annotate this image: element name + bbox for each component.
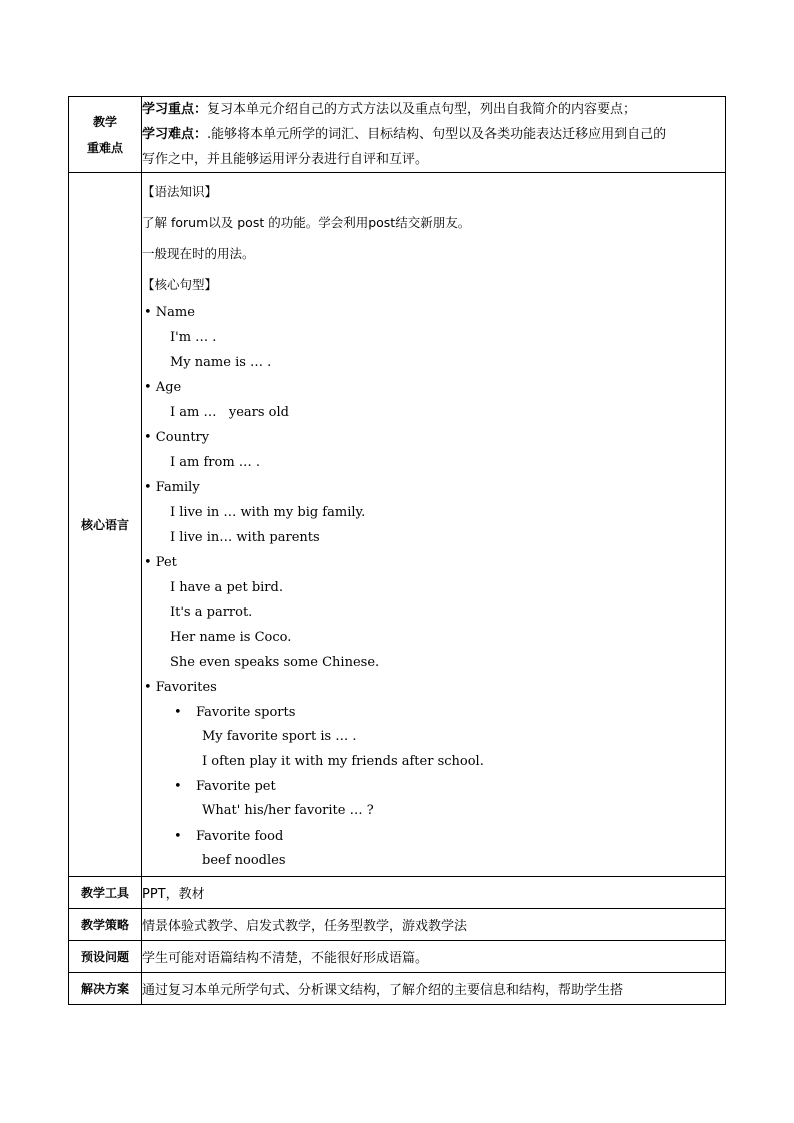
country-bullet: • Country	[144, 430, 210, 445]
pet-bullet: • Pet	[144, 555, 177, 570]
age-sentence-1: I am … years old	[170, 405, 289, 420]
tools-text: PPT，教材	[142, 877, 726, 909]
solution-row	[69, 973, 726, 1005]
problems-row	[69, 941, 726, 973]
favorite-pet-item	[142, 774, 725, 799]
pet-sentence-4: She even speaks some Chinese.	[170, 655, 380, 670]
name-bullet: • Name	[144, 305, 195, 320]
bullet-dot: •	[174, 828, 182, 844]
strategy-label: 教学策略	[69, 909, 142, 941]
favorite-sports-item	[142, 700, 725, 725]
key-point-text: 复习本单元介绍自己的方式方法以及重点句型，列出自我简介的内容要点；	[207, 102, 637, 117]
solution-text: 通过复习本单元所学句式、分析课文结构，了解介绍的主要信息和结构，帮助学生搭	[142, 973, 726, 1005]
name-sentence-1: I'm … .	[170, 330, 217, 345]
favorite-pet-label: Favorite pet	[196, 779, 276, 794]
key-point-label: 学习重点：	[142, 102, 208, 117]
favorite-sports-sentence-1: My favorite sport is … .	[202, 729, 357, 744]
bullet-dot: •	[174, 705, 182, 720]
strategy-row	[69, 909, 726, 941]
family-sentence-1: I live in … with my big family.	[170, 505, 366, 520]
bullet-dot: •	[174, 779, 182, 794]
focus-label-line1: 教学	[92, 114, 117, 129]
tools-row	[69, 877, 726, 909]
favorite-pet-sentence-1: What' his/her favorite … ?	[202, 803, 374, 818]
core-language-content	[142, 173, 726, 877]
favorite-food-item	[142, 824, 725, 849]
pet-sentence-2: It's a parrot.	[170, 605, 253, 620]
pet-sentence-1: I have a pet bird.	[170, 580, 283, 595]
grammar-heading: 【语法知识】	[142, 184, 218, 199]
grammar-line-1: 了解 forum以及 post 的功能。学会利用post结交新朋友。	[142, 215, 471, 230]
focus-row	[69, 97, 726, 173]
difficulty-text: .能够将本单元所学的词汇、目标结构、句型以及各类功能表达迁移应用到自己的	[207, 127, 667, 142]
grammar-line-2: 一般现在时的用法。	[142, 246, 255, 261]
tools-label: 教学工具	[69, 877, 142, 909]
problems-label: 预设问题	[69, 941, 142, 973]
pet-sentence-3: Her name is Coco.	[170, 630, 292, 645]
family-sentence-2: I live in… with parents	[170, 530, 320, 545]
country-sentence-1: I am from … .	[170, 455, 261, 470]
lesson-plan-table	[68, 96, 726, 1005]
favorites-bullet: • Favorites	[144, 680, 217, 695]
focus-label-cell	[69, 97, 142, 173]
patterns-heading: 【核心句型】	[142, 277, 218, 292]
name-sentence-2: My name is … .	[170, 355, 272, 370]
focus-label-line2: 重难点	[86, 140, 123, 155]
favorite-sports-sentence-2: I often play it with my friends after school.	[202, 753, 484, 769]
core-language-row	[69, 173, 726, 877]
age-bullet: • Age	[144, 380, 182, 395]
difficulty-label: 学习难点：	[142, 127, 208, 142]
solution-label: 解决方案	[69, 973, 142, 1005]
core-language-label: 核心语言	[69, 173, 142, 877]
focus-content-cell	[142, 97, 726, 173]
family-bullet: • Family	[144, 480, 200, 495]
problems-text: 学生可能对语篇结构不清楚，不能很好形成语篇。	[142, 941, 726, 973]
favorite-sports-label: Favorite sports	[196, 705, 296, 720]
favorite-food-sentence-1: beef noodles	[202, 852, 286, 868]
strategy-text: 情景体验式教学、启发式教学，任务型教学，游戏教学法	[142, 909, 726, 941]
favorite-food-label: Favorite food	[196, 828, 284, 844]
difficulty-text-continued: 写作之中，并且能够运用评分表进行自评和互评。	[142, 152, 429, 167]
